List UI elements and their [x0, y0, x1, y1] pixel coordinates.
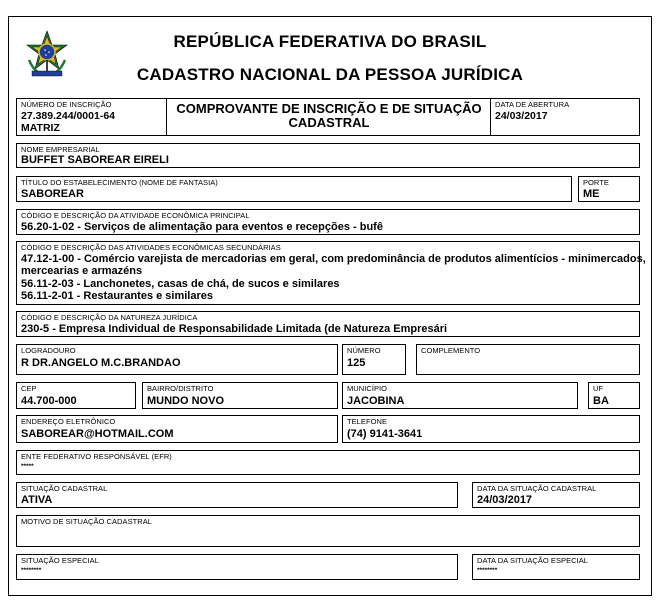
situacao-especial-label: SITUAÇÃO ESPECIAL: [21, 556, 99, 565]
municipio-value: JACOBINA: [347, 395, 405, 407]
data-situacao-especial-value: ********: [477, 567, 498, 574]
header-cadastro: CADASTRO NACIONAL DA PESSOA JURÍDICA: [136, 65, 524, 84]
logradouro-label: LOGRADOURO: [21, 346, 76, 355]
situacao-cadastral-box: [16, 482, 458, 508]
email-value: SABOREAR@HOTMAIL.COM: [21, 428, 174, 440]
abertura-box: [490, 98, 640, 136]
logradouro-box: [16, 344, 338, 375]
atividade-secundaria-line: 56.11-2-03 - Lanchonetes, casas de chá, de sucos e similares: [21, 278, 340, 290]
situacao-cadastral-value: ATIVA: [21, 494, 53, 506]
natureza-juridica-value: 230-5 - Empresa Individual de Responsabilidade Limitada (de Natureza Empresári: [21, 323, 448, 335]
nome-empresarial-label: NOME EMPRESARIAL: [21, 145, 100, 154]
complemento-box: [416, 344, 640, 375]
inscricao-label: NÚMERO DE INSCRIÇÃO: [21, 100, 112, 109]
atividade-secundaria-line: 47.12-1-00 - Comércio varejista de mercadorias em geral, com predominância de produtos alimentícios - minimercados,: [21, 253, 646, 265]
efr-label: ENTE FEDERATIVO RESPONSÁVEL (EFR): [21, 452, 172, 461]
atividade-secundaria-line: 56.11-2-01 - Restaurantes e similares: [21, 290, 214, 302]
telefone-value: (74) 9141-3641: [347, 428, 423, 440]
numero-label: NÚMERO: [347, 346, 381, 355]
uf-label: UF: [593, 384, 604, 393]
numero-box: [342, 344, 406, 375]
comprovante-title-line2: CADASTRAL: [288, 115, 370, 130]
data-situacao-value: 24/03/2017: [477, 494, 533, 506]
comprovante-title-line1: COMPROVANTE DE INSCRIÇÃO E DE SITUAÇÃO: [176, 101, 482, 116]
email-box: [16, 415, 338, 443]
complemento-label: COMPLEMENTO: [421, 346, 481, 355]
situacao-especial-value: ********: [21, 567, 42, 574]
porte-box: [578, 176, 640, 202]
data-situacao-especial-box: [472, 554, 640, 580]
email-label: ENDEREÇO ELETRÔNICO: [21, 417, 116, 426]
atividade-principal-label: CÓDIGO E DESCRIÇÃO DA ATIVIDADE ECONÔMICA PRINCIPAL: [21, 211, 250, 220]
nome-empresarial-value: BUFFET SABOREAR EIRELI: [21, 154, 169, 166]
telefone-box: [342, 415, 640, 443]
titulo-box: [16, 176, 572, 202]
abertura-value: 24/03/2017: [495, 110, 548, 122]
data-situacao-label: DATA DA SITUAÇÃO CADASTRAL: [477, 484, 597, 493]
cep-label: CEP: [21, 384, 37, 393]
data-situacao-box: [472, 482, 640, 508]
cep-value: 44.700-000: [21, 395, 77, 407]
porte-label: PORTE: [583, 178, 609, 187]
header-republica: REPÚBLICA FEDERATIVA DO BRASIL: [173, 32, 487, 51]
abertura-label: DATA DE ABERTURA: [495, 100, 570, 109]
bairro-box: [142, 382, 338, 409]
situacao-especial-box: [16, 554, 458, 580]
natureza-juridica-label: CÓDIGO E DESCRIÇÃO DA NATUREZA JURÍDICA: [21, 313, 198, 322]
nome-empresarial-box: [16, 143, 640, 168]
natureza-juridica-box: [16, 311, 640, 337]
telefone-label: TELEFONE: [347, 417, 387, 426]
numero-value: 125: [347, 357, 366, 369]
motivo-box: [16, 515, 640, 547]
data-situacao-especial-label: DATA DA SITUAÇÃO ESPECIAL: [477, 556, 589, 565]
cep-box: [16, 382, 136, 409]
inscricao-box: [16, 98, 168, 136]
municipio-box: [342, 382, 578, 409]
atividade-principal-value: 56.20-1-02 - Serviços de alimentação para eventos e recepções - bufê: [21, 221, 383, 233]
logradouro-value: R DR.ANGELO M.C.BRANDAO: [21, 357, 181, 369]
inscricao-number: 27.389.244/0001-64: [21, 110, 116, 122]
titulo-label: TÍTULO DO ESTABELECIMENTO (NOME DE FANTASIA): [21, 178, 218, 187]
bairro-value: MUNDO NOVO: [147, 395, 224, 407]
bairro-label: BAIRRO/DISTRITO: [147, 384, 214, 393]
titulo-value: SABOREAR: [21, 188, 84, 200]
uf-box: [588, 382, 640, 409]
situacao-cadastral-label: SITUAÇÃO CADASTRAL: [21, 484, 108, 493]
porte-value: ME: [583, 188, 600, 200]
efr-value: *****: [21, 463, 34, 470]
inscricao-type: MATRIZ: [21, 122, 60, 134]
atividades-secundarias-box: [16, 241, 646, 305]
atividade-principal-box: [16, 209, 640, 235]
atividades-secundarias-label: CÓDIGO E DESCRIÇÃO DAS ATIVIDADES ECONÔMICAS SECUNDÁRIAS: [21, 243, 281, 252]
efr-box: [16, 450, 640, 475]
motivo-label: MOTIVO DE SITUAÇÃO CADASTRAL: [21, 517, 153, 526]
uf-value: BA: [593, 395, 609, 407]
atividade-secundaria-line: mercearias e armazéns: [21, 265, 143, 277]
comprovante-box: [166, 98, 492, 136]
municipio-label: MUNICÍPIO: [347, 384, 388, 393]
